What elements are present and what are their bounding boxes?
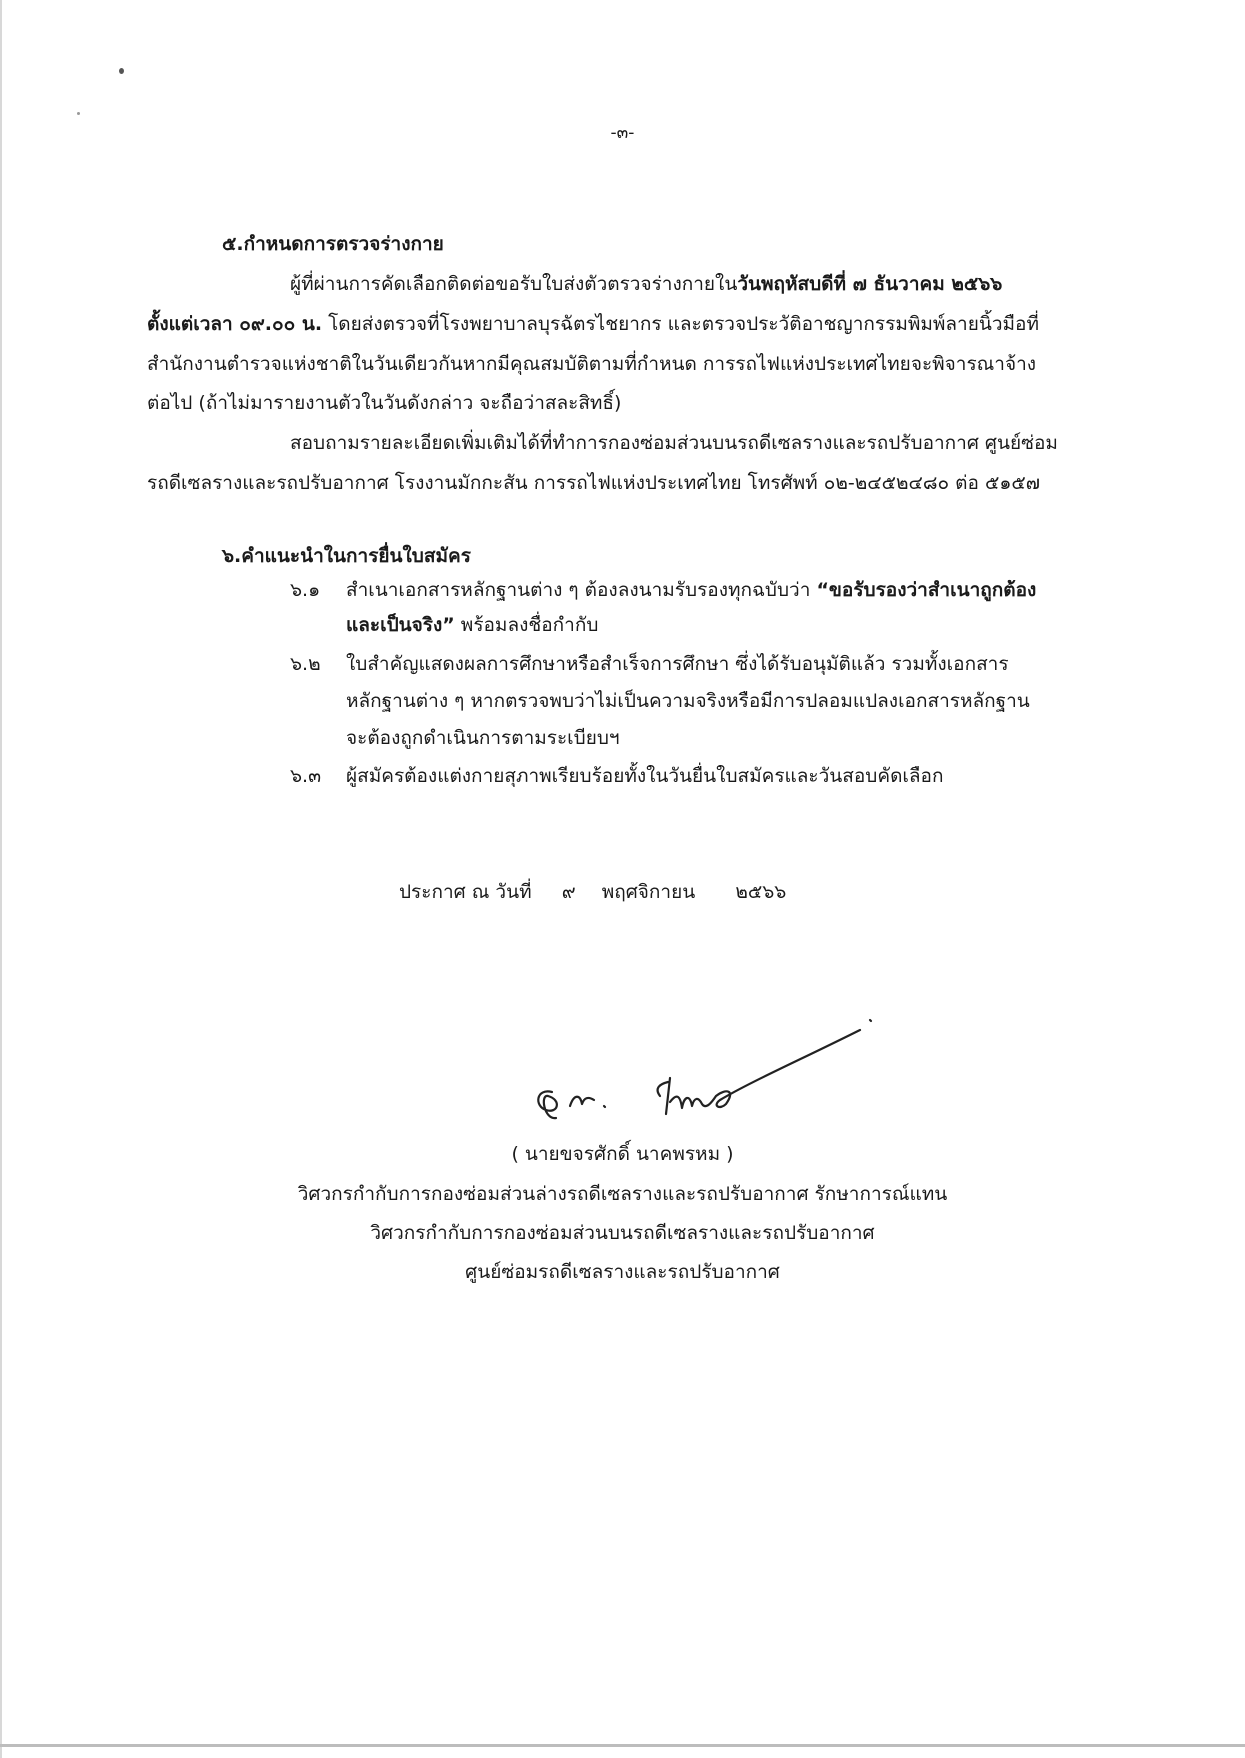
text-run: ใบสำคัญแสดงผลการศึกษาหรือสำเร็จการศึกษา ซึ่งได้รับอนุมัติแล้ว รวมทั้งเอกสาร <box>346 653 1009 675</box>
signatory-title-2: วิศวกรกำกับการกองซ่อมส่วนบนรถดีเซลรางและรถปรับอากาศ <box>370 1222 875 1244</box>
text-run: ผู้สมัครต้องแต่งกายสุภาพเรียบร้อยทั้งในวันยื่นใบสมัครและวันสอบคัดเลือก <box>346 765 944 787</box>
announcement-date <box>399 879 786 905</box>
scan-edge-bottom <box>0 1744 1245 1747</box>
section5-p1-line3: สำนักงานตำรวจแห่งชาติในวันเดียวกันหากมีคุณสมบัติตามที่กำหนด การรถไฟแห่งประเทศไทยจะพิจารณาจ้าง <box>147 353 1037 375</box>
item-6-2-line2: หลักฐานต่าง ๆ หากตรวจพบว่าไม่เป็นความจริงหรือมีการปลอมแปลงเอกสารหลักฐาน <box>346 690 1030 712</box>
scan-edge-left <box>0 0 2 1758</box>
scan-speck <box>119 68 124 74</box>
item-6-2-line3: จะต้องถูกดำเนินการตามระเบียบฯ <box>346 727 620 749</box>
signatory-title-3: ศูนย์ซ่อมรถดีเซลรางและรถปรับอากาศ <box>465 1261 780 1283</box>
scan-speck <box>77 112 80 115</box>
section5-heading: ๕.กำหนดการตรวจร่างกาย <box>222 233 444 255</box>
item-number: ๖.๑ <box>290 579 321 601</box>
exam-date: วันพฤหัสบดีที่ ๗ ธันวาคม ๒๕๖๖ <box>737 273 1003 295</box>
item-6-2-line1 <box>290 651 1009 677</box>
item-6-1-line1 <box>290 577 1036 603</box>
section5-p2-line1: สอบถามรายละเอียดเพิ่มเติมได้ที่ทำการกองซ่อมส่วนบนรถดีเซลรางและรถปรับอากาศ ศูนย์ซ่อม <box>290 432 1058 454</box>
page-number: -๓- <box>610 123 635 143</box>
text-run: พร้อมลงชื่อกำกับ <box>454 614 599 636</box>
section5-p1-line2 <box>147 311 1039 337</box>
announcement-month: พฤศจิกายน <box>601 881 696 903</box>
announcement-year: ๒๕๖๖ <box>735 881 787 903</box>
section5-p2-line2: รถดีเซลรางและรถปรับอากาศ โรงงานมักกะสัน การรถไฟแห่งประเทศไทย โทรศัพท์ ๐๒-๒๔๕๒๔๘๐ ต่อ ๕๑๕๗ <box>147 472 1041 494</box>
signature-image <box>500 1010 900 1130</box>
signatory-name: ( นายขจรศักดิ์ นาคพรหม ) <box>511 1143 734 1165</box>
section6-heading: ๖.คำแนะนำในการยื่นใบสมัคร <box>222 545 471 567</box>
text-run: ผู้ที่ผ่านการคัดเลือกติดต่อขอรับใบส่งตัวตรวจร่างกายใน <box>290 273 738 295</box>
announcement-prefix: ประกาศ ณ วันที่ <box>399 881 532 903</box>
item-6-3-line1 <box>290 763 943 789</box>
item-6-1-line2 <box>346 612 598 638</box>
item-number: ๖.๓ <box>290 765 322 787</box>
text-run: สำเนาเอกสารหลักฐานต่าง ๆ ต้องลงนามรับรองทุกฉบับว่า <box>346 579 817 601</box>
text-run: โดยส่งตรวจที่โรงพยาบาลบุรฉัตรไชยากร และตรวจประวัติอาชญากรรมพิมพ์ลายนิ้วมือที่ <box>322 313 1039 335</box>
section5-p1-line1 <box>290 271 1002 297</box>
signatory-title-1: วิศวกรกำกับการกองซ่อมส่วนล่างรถดีเซลรางและรถปรับอากาศ รักษาการณ์แทน <box>297 1183 948 1205</box>
announcement-day: ๙ <box>561 881 576 903</box>
section5-p1-line4: ต่อไป (ถ้าไม่มารายงานตัวในวันดังกล่าว จะถือว่าสละสิทธิ์) <box>147 392 622 414</box>
item-number: ๖.๒ <box>290 653 321 675</box>
exam-time: ตั้งแต่เวลา ๐๙.๐๐ น. <box>147 313 323 335</box>
certification-phrase: “ขอรับรองว่าสำเนาถูกต้อง <box>816 579 1037 601</box>
certification-phrase-end: และเป็นจริง” <box>346 614 455 636</box>
